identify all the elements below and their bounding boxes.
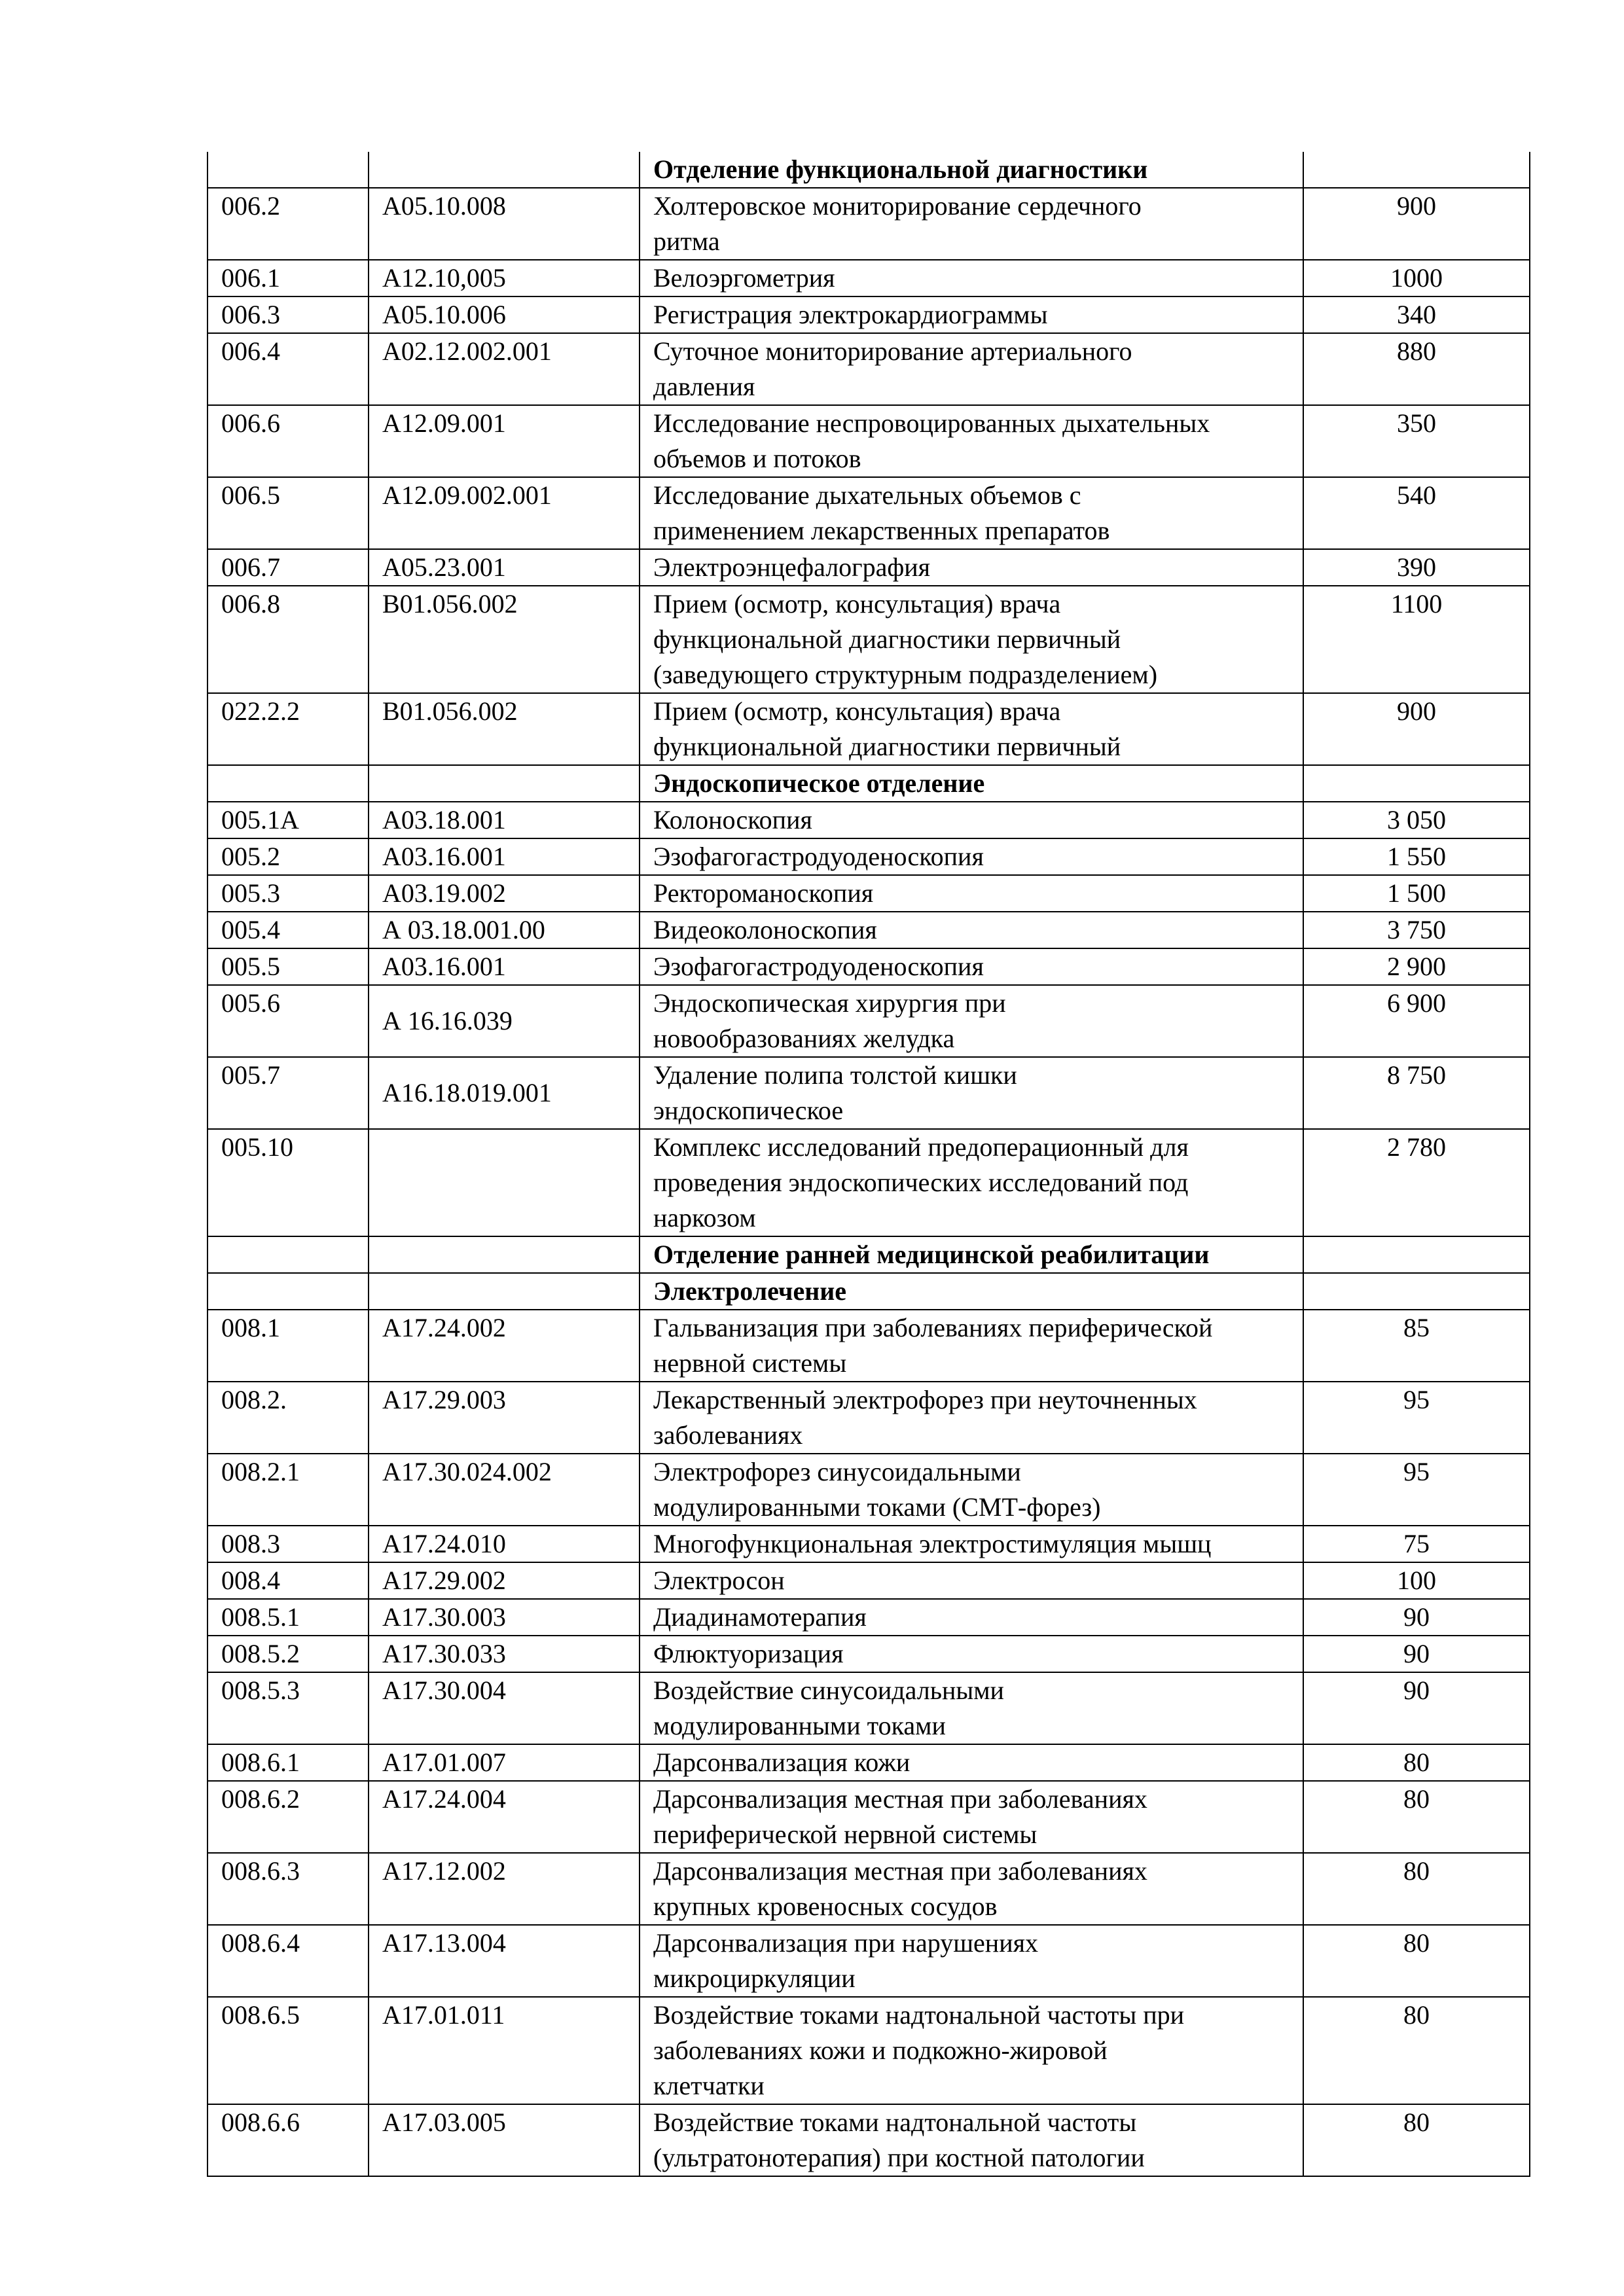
service-price-cell: 90 <box>1303 1599 1530 1636</box>
table-row <box>208 188 1530 260</box>
table-row <box>208 948 1530 985</box>
service-price-cell: 100 <box>1303 1562 1530 1599</box>
service-code-cell: В01.056.002 <box>369 586 640 693</box>
service-price-cell: 80 <box>1303 2104 1530 2176</box>
service-name-cell: Дарсонвализация кожи <box>640 1744 1303 1781</box>
service-name-cell: Видеоколоноскопия <box>640 912 1303 948</box>
service-number-cell: 022.2.2 <box>208 693 369 765</box>
service-price-cell: 80 <box>1303 1925 1530 1997</box>
service-price-cell <box>1303 1273 1530 1310</box>
service-price-cell: 80 <box>1303 1744 1530 1781</box>
service-name-cell: Воздействие синусоидальными модулированными токами <box>640 1672 1303 1744</box>
service-code-cell: А 16.16.039 <box>369 985 640 1057</box>
service-number-cell: 006.2 <box>208 188 369 260</box>
service-code-cell: А17.30.003 <box>369 1599 640 1636</box>
table-row <box>208 1744 1530 1781</box>
service-name-cell: Велоэргометрия <box>640 260 1303 296</box>
service-code-cell: А17.01.007 <box>369 1744 640 1781</box>
service-name-cell: Исследование дыхательных объемов с применением лекарственных препаратов <box>640 477 1303 549</box>
service-code-cell: А03.16.001 <box>369 838 640 875</box>
service-code-cell: А05.23.001 <box>369 549 640 586</box>
service-number-cell <box>208 152 369 188</box>
service-name-cell: Дарсонвализация местная при заболеваниях периферической нервной системы <box>640 1781 1303 1853</box>
service-price-cell: 900 <box>1303 693 1530 765</box>
table-row <box>208 875 1530 912</box>
service-name-cell: Электроэнцефалография <box>640 549 1303 586</box>
service-price-cell: 6 900 <box>1303 985 1530 1057</box>
service-code-cell: А17.03.005 <box>369 2104 640 2176</box>
table-row <box>208 1636 1530 1672</box>
table-row <box>208 333 1530 405</box>
section-header-row <box>208 1273 1530 1310</box>
service-number-cell: 008.4 <box>208 1562 369 1599</box>
service-name-cell: Диадинамотерапия <box>640 1599 1303 1636</box>
table-row <box>208 1672 1530 1744</box>
service-number-cell: 005.3 <box>208 875 369 912</box>
service-code-cell: А03.19.002 <box>369 875 640 912</box>
service-price-cell: 540 <box>1303 477 1530 549</box>
table-row <box>208 1382 1530 1454</box>
service-price-cell: 2 780 <box>1303 1129 1530 1236</box>
service-price-cell: 80 <box>1303 1781 1530 1853</box>
table-row <box>208 1997 1530 2104</box>
table-row <box>208 1526 1530 1562</box>
service-code-cell: А17.29.003 <box>369 1382 640 1454</box>
service-price-cell: 75 <box>1303 1526 1530 1562</box>
table-row <box>208 260 1530 296</box>
service-price-cell: 1100 <box>1303 586 1530 693</box>
service-price-cell: 1000 <box>1303 260 1530 296</box>
service-code-cell: А17.01.011 <box>369 1997 640 2104</box>
service-name-cell: Лекарственный электрофорез при неуточненных заболеваниях <box>640 1382 1303 1454</box>
service-price-cell: 350 <box>1303 405 1530 477</box>
service-price-cell <box>1303 152 1530 188</box>
table-row <box>208 477 1530 549</box>
table-row <box>208 838 1530 875</box>
service-code-cell: А17.30.033 <box>369 1636 640 1672</box>
service-name-cell: Гальванизация при заболеваниях периферической нервной системы <box>640 1310 1303 1382</box>
service-name-cell: Эндоскопическая хирургия при новообразованиях желудка <box>640 985 1303 1057</box>
service-number-cell: 005.4 <box>208 912 369 948</box>
service-price-cell: 95 <box>1303 1382 1530 1454</box>
service-code-cell: А17.30.024.002 <box>369 1454 640 1526</box>
service-name-cell: Многофункциональная электростимуляция мышц <box>640 1526 1303 1562</box>
service-number-cell: 006.3 <box>208 296 369 333</box>
service-name-cell: Ректороманоскопия <box>640 875 1303 912</box>
service-number-cell: 006.1 <box>208 260 369 296</box>
service-code-cell: В01.056.002 <box>369 693 640 765</box>
service-number-cell: 006.7 <box>208 549 369 586</box>
service-name-cell: Эзофагогастродуоденоскопия <box>640 838 1303 875</box>
service-number-cell: 005.5 <box>208 948 369 985</box>
table-row <box>208 1781 1530 1853</box>
service-code-cell: А17.24.010 <box>369 1526 640 1562</box>
service-number-cell: 008.6.2 <box>208 1781 369 1853</box>
service-code-cell: А17.12.002 <box>369 1853 640 1925</box>
service-number-cell: 006.5 <box>208 477 369 549</box>
service-code-cell: А05.10.008 <box>369 188 640 260</box>
service-price-cell: 85 <box>1303 1310 1530 1382</box>
service-price-cell: 340 <box>1303 296 1530 333</box>
service-number-cell: 006.8 <box>208 586 369 693</box>
service-number-cell: 008.6.6 <box>208 2104 369 2176</box>
service-price-cell: 80 <box>1303 1997 1530 2104</box>
service-code-cell: А05.10.006 <box>369 296 640 333</box>
service-name-cell: Исследование неспровоцированных дыхательных объемов и потоков <box>640 405 1303 477</box>
table-row <box>208 1129 1530 1236</box>
service-number-cell: 005.10 <box>208 1129 369 1236</box>
service-name-cell: Суточное мониторирование артериального давления <box>640 333 1303 405</box>
service-code-cell <box>369 1273 640 1310</box>
service-code-cell: А16.18.019.001 <box>369 1057 640 1129</box>
section-title: Эндоскопическое отделение <box>640 765 1303 802</box>
service-number-cell: 005.7 <box>208 1057 369 1129</box>
table-row <box>208 2104 1530 2176</box>
table-row <box>208 586 1530 693</box>
table-row <box>208 693 1530 765</box>
section-header-row <box>208 152 1530 188</box>
service-code-cell <box>369 1236 640 1273</box>
service-number-cell: 006.4 <box>208 333 369 405</box>
service-number-cell: 008.5.2 <box>208 1636 369 1672</box>
table-row <box>208 802 1530 838</box>
service-price-cell: 8 750 <box>1303 1057 1530 1129</box>
service-name-cell: Холтеровское мониторирование сердечного ритма <box>640 188 1303 260</box>
table-row <box>208 1057 1530 1129</box>
service-price-cell: 1 500 <box>1303 875 1530 912</box>
table-row <box>208 405 1530 477</box>
service-price-cell: 90 <box>1303 1672 1530 1744</box>
service-price-cell <box>1303 765 1530 802</box>
service-number-cell: 008.1 <box>208 1310 369 1382</box>
service-name-cell: Прием (осмотр, консультация) врача функциональной диагностики первичный <box>640 693 1303 765</box>
service-code-cell: А 03.18.001.00 <box>369 912 640 948</box>
service-number-cell: 008.5.1 <box>208 1599 369 1636</box>
service-code-cell: А12.10,005 <box>369 260 640 296</box>
service-number-cell: 005.2 <box>208 838 369 875</box>
service-name-cell: Прием (осмотр, консультация) врача функциональной диагностики первичный (заведующего структурным подразделением) <box>640 586 1303 693</box>
service-code-cell: А17.24.004 <box>369 1781 640 1853</box>
service-price-cell <box>1303 1236 1530 1273</box>
service-number-cell <box>208 1273 369 1310</box>
service-number-cell: 008.6.5 <box>208 1997 369 2104</box>
service-code-cell: А17.13.004 <box>369 1925 640 1997</box>
service-code-cell: А12.09.001 <box>369 405 640 477</box>
service-number-cell: 008.2. <box>208 1382 369 1454</box>
section-title: Электролечение <box>640 1273 1303 1310</box>
service-code-cell: А17.24.002 <box>369 1310 640 1382</box>
table-row <box>208 1454 1530 1526</box>
service-number-cell: 008.6.1 <box>208 1744 369 1781</box>
service-price-cell: 95 <box>1303 1454 1530 1526</box>
table-row <box>208 912 1530 948</box>
service-name-cell: Дарсонвализация местная при заболеваниях крупных кровеносных сосудов <box>640 1853 1303 1925</box>
service-number-cell: 006.6 <box>208 405 369 477</box>
price-table <box>207 152 1530 2177</box>
service-code-cell <box>369 1129 640 1236</box>
service-name-cell: Удаление полипа толстой кишки эндоскопическое <box>640 1057 1303 1129</box>
service-name-cell: Воздействие токами надтональной частоты (ультратонотерапия) при костной патологии <box>640 2104 1303 2176</box>
service-name-cell: Электрофорез синусоидальными модулированными токами (СМТ-форез) <box>640 1454 1303 1526</box>
service-price-cell: 90 <box>1303 1636 1530 1672</box>
section-header-row <box>208 1236 1530 1273</box>
service-price-cell: 1 550 <box>1303 838 1530 875</box>
section-title: Отделение ранней медицинской реабилитации <box>640 1236 1303 1273</box>
service-price-cell: 880 <box>1303 333 1530 405</box>
service-name-cell: Эзофагогастродуоденоскопия <box>640 948 1303 985</box>
service-number-cell <box>208 1236 369 1273</box>
service-price-cell: 80 <box>1303 1853 1530 1925</box>
section-header-row <box>208 765 1530 802</box>
service-number-cell: 008.6.4 <box>208 1925 369 1997</box>
service-number-cell: 005.6 <box>208 985 369 1057</box>
service-code-cell <box>369 152 640 188</box>
service-price-cell: 3 750 <box>1303 912 1530 948</box>
table-row <box>208 985 1530 1057</box>
service-name-cell: Дарсонвализация при нарушениях микроциркуляции <box>640 1925 1303 1997</box>
service-price-cell: 3 050 <box>1303 802 1530 838</box>
table-row <box>208 1925 1530 1997</box>
service-number-cell <box>208 765 369 802</box>
service-price-cell: 900 <box>1303 188 1530 260</box>
service-code-cell: А03.16.001 <box>369 948 640 985</box>
service-number-cell: 005.1А <box>208 802 369 838</box>
service-name-cell: Комплекс исследований предоперационный для проведения эндоскопических исследований под наркозом <box>640 1129 1303 1236</box>
service-number-cell: 008.6.3 <box>208 1853 369 1925</box>
table-row <box>208 549 1530 586</box>
service-number-cell: 008.2.1 <box>208 1454 369 1526</box>
service-number-cell: 008.3 <box>208 1526 369 1562</box>
service-code-cell <box>369 765 640 802</box>
table-row <box>208 1853 1530 1925</box>
service-code-cell: А12.09.002.001 <box>369 477 640 549</box>
table-row <box>208 1599 1530 1636</box>
price-table-body <box>208 152 1530 2176</box>
service-code-cell: А17.29.002 <box>369 1562 640 1599</box>
table-row <box>208 1310 1530 1382</box>
service-code-cell: А02.12.002.001 <box>369 333 640 405</box>
table-row <box>208 296 1530 333</box>
table-row <box>208 1562 1530 1599</box>
service-name-cell: Воздействие токами надтональной частоты при заболеваниях кожи и подкожно-жировой клетчатки <box>640 1997 1303 2104</box>
service-price-cell: 2 900 <box>1303 948 1530 985</box>
service-code-cell: А03.18.001 <box>369 802 640 838</box>
service-name-cell: Электросон <box>640 1562 1303 1599</box>
service-name-cell: Флюктуоризация <box>640 1636 1303 1672</box>
service-name-cell: Колоноскопия <box>640 802 1303 838</box>
service-price-cell: 390 <box>1303 549 1530 586</box>
section-title: Отделение функциональной диагностики <box>640 152 1303 188</box>
service-name-cell: Регистрация электрокардиограммы <box>640 296 1303 333</box>
service-number-cell: 008.5.3 <box>208 1672 369 1744</box>
service-code-cell: А17.30.004 <box>369 1672 640 1744</box>
